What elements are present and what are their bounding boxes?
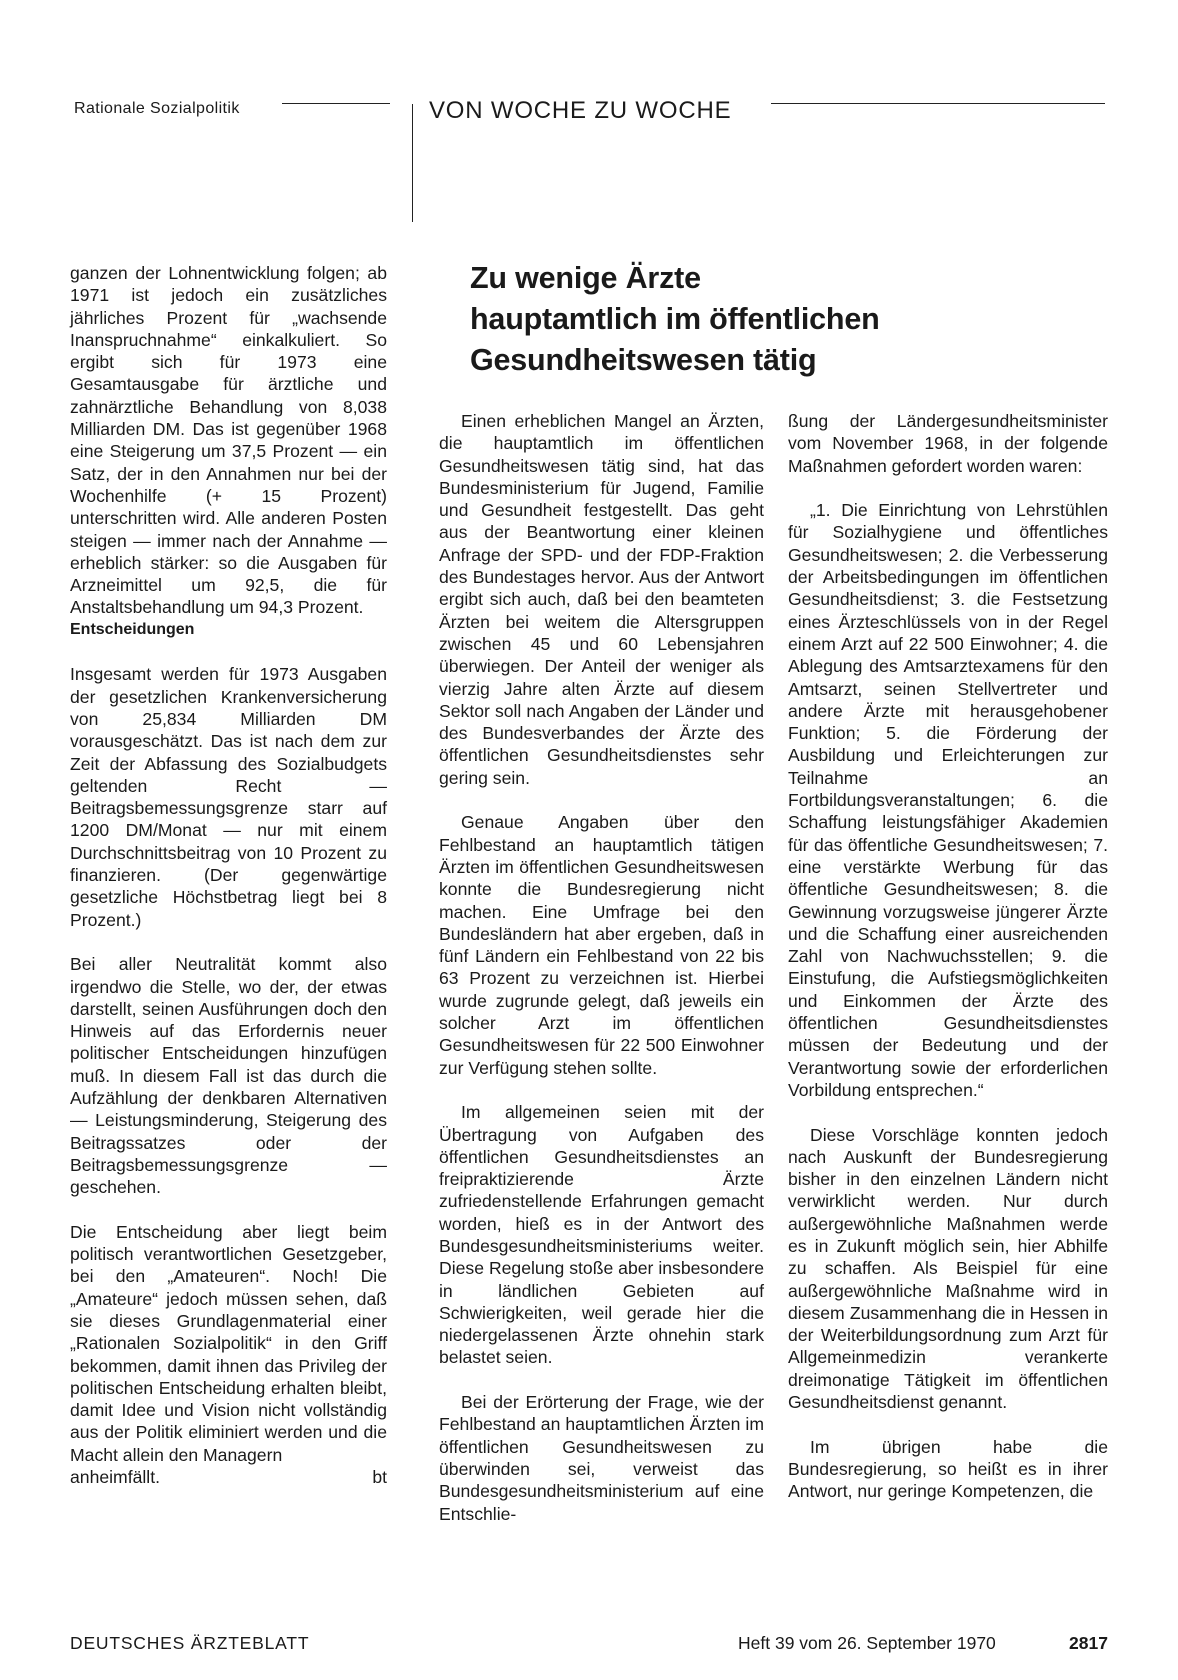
closing-words: anheimfällt. [70, 1467, 160, 1488]
closing-line [70, 1466, 387, 1488]
article-headline [470, 258, 1090, 381]
right-paragraph-2: „1. Die Einrichtung von Lehrstühlen für Sozialhygiene und öffentliches Gesundheitswesen; 2. die Verbesserung der Arbeitsbedingungen im öffentlichen Gesundheitsdienst; 3. die Festsetzung eines Ärzteschlüssels von in der Regel einem Arzt auf 22 500 Einwohner; 4. die Ablegung des Amtsarztexamens für den Amtsarzt, seinen Stellvertreter und andere Ärzte mit herausgehobener Funktion; 5. die Förderung der Ausbildung und Erleichterungen zur Teilnahme an Fortbildungsveranstaltungen; 6. die Schaffung leistungsfähiger Akademien für das öffentliche Gesundheitswesen; 7. eine verstärkte Werbung für das öffentliche Gesundheitswesen; 8. die Gewinnung vorzugsweise jüngerer Ärzte und die Schaffung einer ausreichenden Zahl von Nachwuchsstellen; 9. die Einstufung, die Aufstiegsmöglichkeiten und Einkommen der Ärzte des öffentlichen Gesundheitsdienstes müssen der Bedeutung und der Verantwortung sowie der erforderlichen Vorbildung entsprechen.“ [788, 500, 1108, 1100]
right-paragraph-3: Diese Vorschläge konnten jedoch nach Auskunft der Bundesregierung bisher in den einzelnen Ländern nicht verwirklicht werden. Nur durch außergewöhnliche Maßnahmen werde es in Zukunft möglich sein, hier Abhilfe zu schaffen. Als Beispiel für eine außergewöhnliche Maßnahme wird in diesem Zusammenhang die in Hessen in der Weiterbildungsordnung zum Arzt für Allgemeinmedizin verankerte dreimonatige Tätigkeit im öffentlichen Gesundheitsdienst genannt. [788, 1124, 1108, 1413]
middle-paragraph-2: Genaue Angaben über den Fehlbestand an hauptamtlich tätigen Ärzten im öffentlichen Gesundheitswesen konnte die Bundesregierung nicht machen. Eine Umfrage bei den Bundesländern hat aber ergeben, daß in fünf Ländern ein Fehlbestand von 22 bis 63 Prozent zu verzeichnen ist. Hierbei wurde zugrunde gelegt, daß jeweils ein solcher Arzt im öffentlichen Gesundheitswesen für 22 500 Einwohner zur Verfügung stehen sollte. [439, 812, 764, 1078]
middle-paragraph-3: Im allgemeinen seien mit der Übertragung von Aufgaben des öffentlichen Gesundheitsdienstes an freipraktizierende Ärzte zufriedenstellende Erfahrungen gemacht worden, hieß es in der Antwort des Bundesgesundheitsministeriums weiter. Diese Regelung stoße aber insbesondere in ländlichen Gebieten auf Schwierigkeiten, weil gerade hier die niedergelassenen Ärzte ohnehin stark belastet seien. [439, 1102, 764, 1368]
header-rule-left [282, 103, 390, 104]
headline-line-2: hauptamtlich im öffentlichen [470, 302, 880, 336]
issue-info: Heft 39 vom 26. September 1970 [738, 1633, 996, 1653]
left-paragraph-1: Insgesamt werden für 1973 Ausgaben der gesetzlichen Krankenversicherung von 25,834 Milliarden DM vorausgeschätzt. Das ist nach dem zur Zeit der Abfassung des Sozialbudgets geltenden Recht — Beitragsbemessungsgrenze starr auf 1200 DM/Monat — nur mit einem Durchschnittsbeitrag von 10 Prozent zu finanzieren. (Der gegenwärtige gesetzliche Höchstbetrag liegt bei 8 Prozent.) [70, 664, 387, 930]
publication-name: DEUTSCHES ÄRZTEBLATT [70, 1633, 310, 1653]
middle-column [439, 410, 764, 1525]
left-paragraph-2: Bei aller Neutralität kommt also irgendwo die Stelle, wo der, der etwas darstellt, seinen Ausführungen doch den Hinweis auf das Erfordernis neuer politischer Entscheidungen hinzufügen muß. In diesem Fall ist das durch die Aufzählung der denkbaren Alternativen — Leistungsminderung, Steigerung des Beitragssatzes oder der Beitragsbemessungsgrenze — geschehen. [70, 954, 387, 1198]
header-rule-right [771, 103, 1105, 104]
headline-line-3: Gesundheitswesen tätig [470, 343, 817, 377]
left-column [70, 262, 387, 1488]
author-signature: bt [372, 1467, 387, 1488]
section-title-right: VON WOCHE ZU WOCHE [429, 97, 732, 124]
right-paragraph-4: Im übrigen habe die Bundesregierung, so heißt es in ihrer Antwort, nur geringe Kompetenzen, die [788, 1436, 1108, 1502]
right-paragraph-1: ßung der Ländergesundheitsminister vom November 1968, in der folgende Maßnahmen gefordert worden waren: [788, 411, 1108, 476]
left-paragraph-3: Die Entscheidung aber liegt beim politisch verantwortlichen Gesetzgeber, bei den „Amateuren“. Noch! Die „Amateure“ jedoch müssen sehen, daß sie dieses Grundlagenmaterial einer „Rationalen Sozialpolitik“ in den Griff bekommen, damit ihnen das Privileg der politischen Entscheidung erhalten bleibt, damit Idee und Vision nicht vollständig aus der Politik eliminiert werden und die Macht allein den Managern [70, 1221, 387, 1465]
middle-paragraph-1: Einen erheblichen Mangel an Ärzten, die hauptamtlich im öffentlichen Gesundheitswesen tätig sind, hat das Bundesministerium für Jugend, Familie und Gesundheit festgestellt. Das geht aus der Beantwortung einer kleinen Anfrage der SPD- und der FDP-Fraktion des Bundestages hervor. Aus der Antwort ergibt sich auch, daß bei den beamteten Ärzten bei weitem die Altersgruppen zwischen 45 und 60 Lebensjahren überwiegen. Der Anteil der weniger als vierzig Jahre alten Ärzte auf diesem Sektor soll nach Angaben der Länder und des Bundesverbandes der Ärzte des öffentlichen Gesundheitsdienstes sehr gering sein. [439, 411, 764, 788]
subheading: Entscheidungen [70, 620, 195, 638]
section-title-left: Rationale Sozialpolitik [74, 100, 240, 117]
column-divider [412, 104, 413, 222]
headline-line-1: Zu wenige Ärzte [470, 261, 701, 295]
middle-paragraph-4: Bei der Erörterung der Frage, wie der Fehlbestand an hauptamtlichen Ärzten im öffentlichen Gesundheitswesen zu überwinden sei, verweist das Bundesgesundheitsministerium auf eine Entschlie- [439, 1392, 764, 1524]
right-column [788, 410, 1108, 1503]
left-intro-paragraph: ganzen der Lohnentwicklung folgen; ab 1971 ist jedoch ein zusätzliches jährliches Prozent für „wachsende Inanspruchnahme“ einkalkuliert. So ergibt sich für 1973 eine Gesamtausgabe für ärztliche und zahnärztliche Behandlung von 8,038 Milliarden DM. Das ist gegenüber 1968 eine Steigerung um 37,5 Prozent — ein Satz, der in den Annahmen nur bei der Wochenhilfe (+ 15 Prozent) unterschritten wird. Alle anderen Posten steigen — immer nach der Annahme — erheblich stärker: so die Ausgaben für Arzneimittel um 92,5, die für Anstaltsbehandlung um 94,3 Prozent. [70, 263, 387, 618]
page-number: 2817 [1069, 1633, 1108, 1653]
